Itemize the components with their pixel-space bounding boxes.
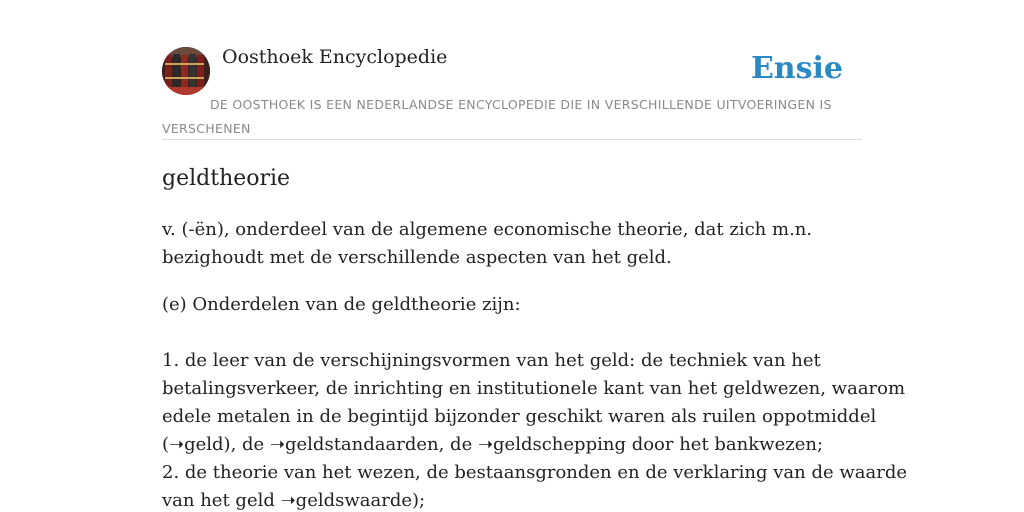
definition-line: bezighoudt met de verschillende aspecten van het geld. <box>162 247 672 268</box>
list-line: 2. de theorie van het wezen, de bestaansgronden en de verklaring van de waarde <box>162 462 908 483</box>
list-line: van het geld ➝geldswaarde); <box>162 490 426 511</box>
list-line: edele metalen in de begintijd bijzonder geschikt waren als ruilen oppotmiddel <box>162 406 877 427</box>
article-title: geldtheorie <box>162 166 291 191</box>
intro-line: (e) Onderdelen van de geldtheorie zijn: <box>162 294 521 315</box>
brand-logo[interactable]: Ensie <box>750 51 843 86</box>
site-name[interactable]: Oosthoek Encyclopedie <box>222 46 448 68</box>
site-header <box>162 44 862 140</box>
list-line: 1. de leer van de verschijningsvormen van het geld: de techniek van het <box>162 350 821 371</box>
list-line: betalingsverkeer, de inrichting en institutionele kant van het geldwezen, waarom <box>162 378 906 399</box>
definition <box>162 216 867 272</box>
list-body <box>162 347 908 512</box>
definition-line: v. (-ën), onderdeel van de algemene economische theorie, dat zich m.n. <box>162 219 813 240</box>
list-line: (➝geld), de ➝geldstandaarden, de ➝geldschepping door het bankwezen; <box>162 434 824 455</box>
article <box>162 160 908 512</box>
site-tagline: DE OOSTHOEK IS EEN NEDERLANDSE ENCYCLOPEDIE DIE IN VERSCHILLENDE UITVOERINGEN IS VERSCHENEN <box>162 97 832 136</box>
book-spines-icon[interactable] <box>162 47 210 95</box>
